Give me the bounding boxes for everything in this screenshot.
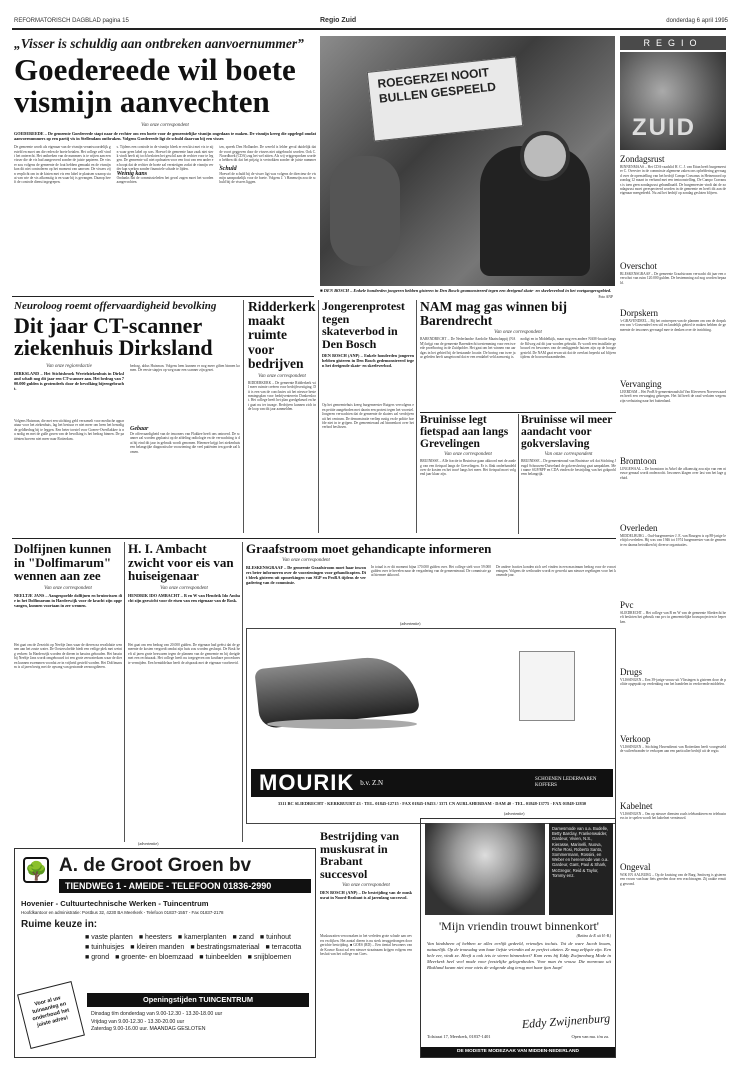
muskusrat-headline: Bestrijding van muskusrat in Brabant succesvol [320, 829, 400, 881]
mourik-suffix: b.v. Z.N [360, 779, 384, 787]
ambacht-story: H. I. Ambacht zwicht voor eis van huiseigenaar Van onze correspondent HENDRIK IDO AMBACHT – B en W van Hendrik Ido Ambacht zijn gezwicht voor de eisen van een eigenaar van de Bosk. Het gaat om een bedrag van 20.000 gulden. De eigenaar had geëist dat de gemeente de kosten vergoedt omdat zijn huis zou worden gesloopt. De Bosk heeft al jaren grote bezwaren tegen de plannen van de gemeente en hij dreigde met een rechtszaak. Het college heeft nu toegegeven om kostbare procedures te vermijden. Een bemiddelaar heeft de afspraak met de eigenaar voorbereid. [128, 541, 240, 665]
brief-vervanging: Vervanging [620, 379, 662, 389]
ad-label: (advertentie) [501, 811, 527, 816]
groot-phone-bar: TIENDWEG 1 - AMEIDE - TELEFOON 01836-2990 [59, 879, 311, 893]
groot-brand: A. de Groot Groen bv [59, 855, 252, 876]
groot-item: ■ snijbloemen [247, 954, 292, 961]
groot-items [85, 933, 313, 962]
bruinisse1-byline: Van onze correspondent [444, 452, 492, 458]
tree-logo-icon: 🌳 [23, 857, 49, 883]
groot-item: ■ zand [232, 934, 254, 941]
groot-range-title: Ruime keuze in: [21, 919, 98, 930]
ad-de-groot [14, 841, 316, 1058]
brief-kabelnet: Kabelnet [620, 801, 653, 811]
ad-label: (advertentie) [135, 841, 161, 846]
zwijnenburg-footer: DE MODISTE MODEZAAK VAN MIDDEN-NEDERLAND [421, 1047, 615, 1057]
main-story [14, 36, 316, 286]
groot-hours-title: Openingstijden TUINCENTRUM [87, 993, 309, 1007]
ct-byline: Van onze regioredactie [46, 363, 92, 369]
right-briefs: Zondagsrust BINNENMAAS – Het CDA-raadslid H. C. J. van Ettan heeft burgemeester C. Overvier in de commissie algemene zaken ons opheldering gevraagd over de openstelling van het bedrijf Campo Cravanus in Heinenoord op zondag 12 maart in verband met een tentoonstelling. De Campo Cravanus is toen geen zondagsrust gehandhaafd. De burgemeester vindt dat de zondagsrust moet gerespecteerd worden in de gemeente en heeft dit aan de eigenaar meegedeeld. Nu zal het bedrijf op zondag gesloten blijven. Overschot BLESKENSGRAAF – De gemeente Graafstroom verwacht dit jaar een overschot van ruim 120.000 gulden. De bestemming zal nog worden bepaald. Dorpskern 's-GRAVENDEEL – Bij het ontwerpen van de plannen om van de dorpskern van 's-Gravendeel een stil en landelijk gebied te maken hebben de gemeente de inwoners gevraagd mee te denken over de inrichting. Vervanging LEERDAM – Het ProRA-gemeenteraadslid Van Kleeveren Noeverwaarden heeft een vervanging gekregen. Het lid heeft de raad verlaten wegens zijn verhuizing naar het buitenland. Bromtoon LINGEWAAL – De bromtoon in Arkel die afkomstig zou zijn van een nieuwe gemaal wordt onderzocht. Inwoners klagen over last van het lage geluid. Overleden MIDDELBURG – Oud-burgemeester J. E. van Bourgen is op 88-jarige leeftijd overleden. Hij was van 1946 tot 1974 burgemeester van de gemeente en daarna betrokken bij diverse organisaties. Pvc SLIEDRECHT – Het college van B en W van de gemeente Sliedrecht heeft besloten het gebruik van pvc in gemeentelijke bouwprojecten te beperken. Drugs VLISSINGEN – Een 39-jarige vrouw uit Vlissingen is gisteren door de politie opgepakt op verdenking van het handelen in verdovende middelen. Verkoop VLISSINGEN – Stichting Havendienst van Rotterdam heeft voorgesteld de vuilverbrander te verkopen aan een particulier bedrijf uit de regio. Kabelnet VLISSINGEN – Om op nieuwe diensten zoals telebankieren en telebusiness in te spelen wordt het kabelnet vernieuwd. Ongeval WIK EN AALBURG – Op de kruising van de Burg. Smitweg is gisteren een vrouw van haar fiets gereden door een vrachtwagen. Zij raakte ernstig gewond. [620, 154, 726, 886]
protest-sign: ROEGERZEI NOOIT BULLEN GESPEELD [376, 65, 497, 106]
brief-overschot: Overschot [620, 261, 657, 271]
protest-photo [320, 36, 615, 286]
groot-hours-line: Vrijdag van 9.00-12.30 - 13.30-20.00 uur [91, 1018, 185, 1025]
photo-caption: ■ DEN BOSCH – Enkele honderden jongeren hebben gisteren in Den Bosch geamonstreerd tegen een dreigend skate- en skeeleverbod in het voetgangersgebied. [320, 288, 612, 293]
graafstroom-story: Graafstroom moet gehandicapte informeren Van onze correspondent BLESKENSGRAAF – De gemeente Graafstroom moet haar inwoners beter informeren over de voorzieningen voor gehandicapten. Dit bleek gisteren uit opmerkingen van SGP en ProRA tijdens de vergadering van de commissie. In totaal is er dit moment bijna 170.000 gulden over. Het college stelt voor 59.000 gulden over te hevelen naar de vergadering van de gemeenteraad. De commissie gaat hiermee akkoord. De andere fracties konden zich wel vinden in een maximum bedrag voor de voorzieningen. Volgens de wethouder wordt er gewerkt aan nieuwe regelingen voor het komende jaar. [246, 541, 616, 585]
divider [416, 300, 417, 533]
ct-kicker: Neuroloog roemt offervaardigheid bevolking [14, 300, 217, 312]
groot-badge: Voor al uw tuinaanleg en onderhoud het juiste adres! [17, 981, 85, 1049]
mourik-address: 3311 BC SLIEDRECHT · KERKBUURT 43 · TEL. 01845-12715 · FAX 01845-19453 / 3371 CN AURLAHERDAM · DAM 40 · TEL. 01848-13775 · FAX 01848-12830 [277, 801, 587, 806]
zwijnenburg-open: Open van ma. t/m za. [571, 1034, 609, 1039]
regio-banner: REGIO [620, 36, 726, 50]
shoe-image [254, 653, 419, 729]
groot-item: ■ groente- en bloemzaad [115, 954, 194, 961]
bruinisse1-headline: Bruinisse legt fietspad aan langs Grevelingen [420, 414, 509, 451]
ridderkerk-headline: Ridderkerk maakt ruimte voor bedrijven [248, 299, 316, 371]
groot-item: ■ terracotta [265, 944, 302, 951]
brief-drugs: Drugs [620, 667, 642, 677]
mourik-tagline: SCHOENEN LEDERWAREN KOFFERS [535, 777, 597, 788]
zwijnenburg-quote-credit: (Bettina de R. uit H.-B.) [576, 934, 611, 938]
groot-item: ■ vaste planten [85, 934, 133, 941]
subhead-schuld: Schuld [219, 166, 237, 173]
groot-item: ■ heesters [138, 934, 172, 941]
bruinisse2-byline: Van onze correspondent [544, 452, 593, 458]
nam-story: NAM mag gas winnen bij Barendrecht Van onze correspondent BARENDRECHT – De Nederlandse Aardolie Maatschappij (NAM) krijgt van de gemeente Barendrecht toestemming voor een tweede proefboring in de Zuidpolder. Het gaat om het winnen van aardgas in het gebied bij de bestaande locatie. De boring van twee jaar geleden heeft aangetoond dat er een rendabel veld aanwezig is. nodigt en in Middelkijk, maar nog een andere NAM-locatie langs de Kilweg zal dit jaar worden gebruikt. Er wordt een installatie gebouwd en bewoners van de omliggende huizen zijn op de hoogte gesteld. De NAM gaat ervan uit dat de overlast beperkt zal blijven tijdens de boorwerkzaamheden. [420, 299, 616, 359]
jongeren-headline: Jongerenprotest tegen skateverbod in Den Bosch [322, 299, 405, 351]
groot-item: ■ tuinhout [259, 934, 291, 941]
divider [12, 296, 314, 297]
dolfijnen-byline: Van onze correspondent [44, 585, 92, 591]
bruinisse-gok-story: Bruinisse wil meer aandacht voor gokverslaving Van onze correspondent BRUINISSE – De gemeenteraad van Bruinisse wil dat Stichting Jeugd Schouwen-Duiveland de gokverslaving gaat aanpakken. Met name SGP/RPF en CDA vinden de bestrijding van het gokprobleem belangrijk. [521, 414, 616, 477]
groot-item: ■ kamerplanten [177, 934, 227, 941]
groot-item: ■ tuinbeelden [199, 954, 242, 961]
brief-overleden: Overleden [620, 523, 658, 533]
ad-mourik [246, 621, 616, 824]
graafstroom-byline: Van onze correspondent [282, 557, 330, 563]
section-title: Regio Zuid [320, 17, 357, 24]
ct-headline: Dit jaar CT-scanner ziekenhuis Dirksland [14, 313, 213, 361]
muskusrat-byline: Van onze correspondent [342, 883, 390, 889]
divider [12, 538, 616, 539]
zwijnenburg-quote: 'Mijn vriendin trouwt binnenkort' [439, 919, 599, 933]
main-byline: Van onze correspondent [141, 123, 189, 129]
ridderkerk-byline: Van onze correspondent [258, 373, 306, 379]
groot-hours-line: Zaterdag 9.00-16.00 uur. MAANDAG GESLOTEN [91, 1026, 206, 1032]
groot-item: ■ bestratingsmateriaal [190, 944, 260, 951]
shoe-box-image [519, 651, 575, 721]
groot-item: ■ kleiren manden [130, 944, 185, 951]
ct-lead: DIRKSLAND – Het Stichtsbroek Wertelziekenhuis in Dirksland schaft nog dit jaar een CT-scanner aan. Het bedrag van 700.000 gulden is grotendeels door de bevolking bijeengebracht. [14, 370, 124, 391]
dolfijnen-story: Dolfijnen kunnen in "Dolfimarum" wennen aan zee Van onze correspondent NEELTJE JANS – Aangespoelde dolfijnen en bruinvissen die in het Dolfimarum in Harderwijk voor de kracht zijn opgevangen, kunnen voortaan in zee wennen. Het gaat om de Zeezicht op Neeltje Jans waar de dieren na revalidatie wennen aan het zoute water. De Oosterschelde biedt een veilige plek met weinig verkeer. In Harderwijk worden de dieren in bassins gehouden. Het bassin bij Neeltje Jans wordt omgebouwd tot een grote zeewaterkom waar de dieren kunnen zwemmen voordat ze in vrijheid gesteld worden. Het Dolfimarum is al jaren bezig met de opvang van gestrande zeezoogdieren. [14, 541, 122, 669]
ad-zwijnenburg [420, 811, 616, 1058]
brief-dorpskern: Dorpskern [620, 308, 658, 318]
ct-subhead: Gebaar [130, 425, 149, 432]
bruinisse2-headline: Bruinisse wil meer aandacht voor gokverslaving [521, 414, 613, 451]
paper-page-label: REFORMATORISCH DAGBLAD pagina 15 [14, 18, 129, 24]
main-kicker: „Visser is schuldig aan ontbreken aanvoernummer” [14, 36, 304, 51]
bruinisse-fietspad-story: Bruinisse legt fietspad aan langs Grevelingen Van onze correspondent BRUINISSE – Alle fractie in Bruinisse gaan akkoord met de aanleg van een fietspad langs de Grevelingen. Er is flink onderhandeld over de kosten en het tracé langs het meer. Het fietspad moet volgend jaar klaar zijn. [420, 414, 516, 477]
brief-zondagsrust: Zondagsrust [620, 154, 665, 164]
nam-byline: Van onze correspondent [494, 330, 542, 336]
nam-headline: NAM mag gas winnen bij Barendrecht [420, 299, 568, 329]
main-lead: GOEDEREEDE – De gemeente Goedereede stapt naar de rechter om een boete voor de gemeentelijke vismijn ongedaan te maken. De vismijn kreeg die opgelegd omdat aanvoernummers op een partij vis in Stellendam ontbraken. Volgens Goedereede ligt de schuld daarvan bij een visser. [14, 131, 316, 142]
dolfijnen-headline: Dolfijnen kunnen in "Dolfimarum" wennen aan zee [14, 541, 112, 584]
subhead-weinig-kans: Weinig kans [116, 170, 148, 177]
divider [124, 542, 125, 842]
divider [518, 414, 519, 534]
date-label: donderdag 6 april 1995 [666, 18, 728, 24]
brief-ongeval: Ongeval [620, 862, 651, 872]
zwijnenburg-address: Tolstraat 17, Meerkerk, 01837-1401 [427, 1034, 491, 1039]
woman-portrait-image [425, 823, 545, 915]
divider [243, 300, 244, 533]
mourik-brand: MOURIK [259, 770, 355, 795]
ambacht-byline: Van onze correspondent [160, 585, 208, 591]
header-rule [12, 28, 726, 30]
groot-address: Hoofdkantoor en administratie: Postbus 32, 4230 BA Meerkerk - Telefoon 01837-1557 - Fax 01837-2178 [21, 910, 224, 915]
main-column-2: s. Tijdens een controle in de vismijn bleek er een kist met vis te zijn waar geen label op was. Hoewel de gemeente haar zaak niet sterk vindt heeft zij toch besloten het geschil aan de rechter voor te leggen. De gemeente wil niet opdraaien voor een fout van een ander en hoopt dat de rechter de boete zal vernietigen zodat de vismijn verder kan werken zonder financiele schade te lijden. Weinig kans Ondanks dat de commissieleden het geval zagen moet het worden aangevochten. [116, 145, 214, 185]
main-column-1: De gemeente wordt als eigenaar van de vismijn verantwoordelijk gesteld en moet om die reden de boete betalen. Het college zelf vindt het onterecht. Het ontbreken van de nummers is te wijten aan een visser die de vis had aangevoerd zonder de juiste papieren. De visser zou volgens de gemeente de fout hebben gemaakt en de vismijn kon dit niet controleren op het moment van aanvoer. De vissers zijn verplicht om in de kisten met vis een label te plaatsen waarop staat van wie de vis afkomstig is en waar hij is gevangen. Daarop heeft de controle dienst ingegrepen. [14, 145, 111, 185]
divider [318, 300, 319, 533]
groot-item: ■ tuinhuisjes [85, 944, 125, 951]
zwijnenburg-signature: Eddy Zwijnenburg [521, 1010, 611, 1032]
brief-verkoop: Verkoop [620, 734, 651, 744]
main-headline: Goedereede wil boete vismijn aanvechten [14, 52, 296, 119]
muskusrat-story: Bestrijding van muskusrat in Brabant succesvol Van onze correspondent DEN BOSCH (ANP) – De bestrijding van de muskusrat in Noord-Brabant is al jarenlang succesvol. Muskusratten veroorzaken in het verleden grote schade aan oevers en dijken. Het aantal dieren is nu sterk teruggedrongen door gerichte bestrijding. ■ GOES (RD) – Een tiental bewoners van de Kouwe Kraai zal een nieuwe straatnaam krijgen volgens een besluit van het college van Goes. [320, 829, 412, 956]
zwijnenburg-names: Damesmode van o.a. Budelle, Betty Barclay, Frankenwalder, Gardeur, Vivien, N.S., Kierasse, Marinelli, Nuova, Fiche Rosi, Roberto Santo, Sommermann, Rossini, en Weber en herenmode van o.a. Gardeur, Gant, Paul & Shark, McGregor, Reid & Taylor, Tommy enz. [549, 823, 613, 915]
divider [420, 412, 616, 413]
divider [242, 542, 243, 842]
zwijnenburg-body: Van kindsheen af hebben ze alles eerlijk gedeeld, vriendjes incluis. Tot de ware Jacob kwam, natuurlijk. Op de trouwdag van haar liefste vriendin zal ze perfect uitzien. Ze mag zelfspie zijn. Een hele eer, vindt ze. Heeft u ook iets te vieren binnenkort? Kom eens bij Eddy Zwijnenburg Mode in Meerkerk heel veel mode voor feestelijke gelegenheden. Voor man én vrouw. Die menrouw uit Blokland kwam niet voor niets de volgende dag terug met haar ijan Jaap! [427, 941, 611, 970]
photo-credit: Foto ANP [598, 295, 613, 299]
graafstroom-headline: Graafstroom moet gehandicapte informeren [246, 541, 492, 556]
groot-hours-line: Dinsdag t/m donderdag van 9.00-12.30 - 13.30-18.00 uur [91, 1011, 223, 1017]
jongeren-lead: DEN BOSCH (ANP) – Enkele honderden jongeren hebben gisteren in Den Bosch gedemonstreerd tegen het dreigende skate- en skeeleverbod. [322, 353, 414, 369]
zuid-map-graphic: ZUID [620, 52, 726, 150]
groot-subtitle: Hovenier - Cultuurtechnische Werken - Tuincentrum [21, 899, 209, 908]
jongeren-story: Jongerenprotest tegen skateverbod in Den Bosch DEN BOSCH (ANP) – Enkele honderden jongeren hebben gisteren in Den Bosch gedemonstreerd tegen het dreigende skate- en skeeleverbod. Op het gemeentehuis kreeg burgemeester Rutgers vervolgens een petitie aangeboden met daarin een protest tegen het voorstel. Jongeren verwachten dat de gemeente de skaters zal verdrijven uit het centrum. De demonstratie verliep rustig en de politie hoefde niet in te grijpen. De gemeenteraad zal binnenkort over het verbod beslissen. [322, 299, 414, 430]
ad-label: (advertentie) [397, 621, 423, 626]
main-column-3: tzn, spreek Den Hollander. De wereld is lelder geval duidelijk dat de voort geggeven door de vissers niet uitgebracht worden. Ook C. Noordhoek (CDA) zag het wel zitten. Als wij vriggesproken worden hebben dit dat het prijzig is vertrokken zonder de juiste nummers. Schuld Hoewel de schuld bij de visser ligt was volgens de directeur de vismijn aansprakelijk voor de boete. Volgens J. 't Hanenzijn zou de schuld bij de vissers liggen. [219, 145, 317, 185]
groot-item: ■ grond [85, 954, 110, 961]
ambacht-headline: H. I. Ambacht zwicht voor eis van huiseigenaar [128, 541, 234, 584]
ridderkerk-story: Ridderkerk maakt ruimte voor bedrijven Van onze correspondent RIDDERKERK – De gemeente Ridderkerk wil meer ruimte creëren voor bedrijfsvestiging. Dit is een van de conclusies uit het nieuwe bestemmingsplan voor bedrijventerrein Donkersloot. Het college heeft het plan goedgekeurd en het gaat nu ter inzage. Bedrijven kunnen zich in de loop van dit jaar aanmelden. [248, 299, 316, 412]
brief-pvc: Pvc [620, 600, 634, 610]
brief-bromtoon: Bromtoon [620, 456, 657, 466]
ct-story: Neuroloog roemt offervaardigheid bevolking Dit jaar CT-scanner ziekenhuis Dirksland Van onze regioredactie DIRKSLAND – Het Stichtsbroek Wertelziekenhuis in Dirksland schaft nog dit jaar een CT-scanner aan. Het bedrag van 700.000 gulden is grotendeels door de bevolking bijeengebracht. Volgens Huisman, die met een stichting geld verzamelt voor medische apparatuur voor het ziekenhuis, lag het bestuur er niet meer om heen het benodigde geldbedrag bij te leggen. Een beter toestel voor Goeree-Overflakkee is nu nodig en met de gulle gaven van de bevolking is het bedrag binnen. De patiënten hoeven niet meer naar Rotterdam. bedrag, aldus Huisman. Volgens hem kunnen er nog meer giften binnen komen. De eerste stapjes op weg naar een scanner zijn gezet. Gebaar De offervaardigheid van de inwoners van Flakkee heeft ons ontroerd. De scanner zal worden geplaatst op de afdeling radiologie en de verwachting is dat hij eind dit jaar in gebruik wordt genomen. Hiermee krijgt het ziekenhuis een belangrijke diagnostische voorziening die veel patiënten ten goede zal komen. [14, 300, 240, 454]
